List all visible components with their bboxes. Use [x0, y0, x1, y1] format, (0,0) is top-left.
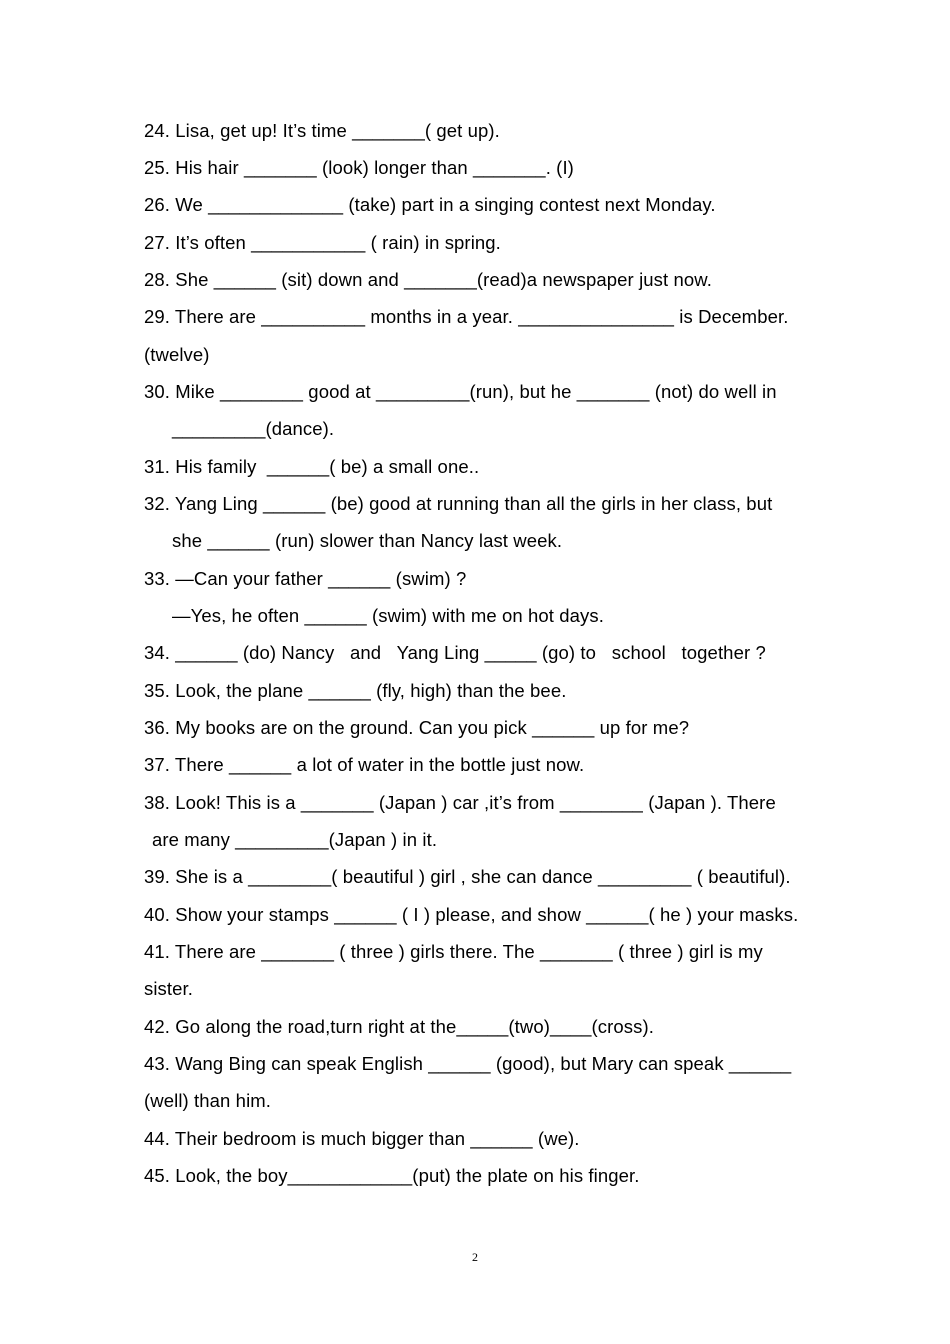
question-39: 39. She is a ________( beautiful ) girl , she can dance _________ ( beautiful).: [144, 866, 791, 887]
question-31: 31. His family ______( be) a small one..: [144, 456, 480, 477]
question-30-continued: _________(dance).: [172, 418, 335, 439]
question-25: 25. His hair _______ (look) longer than _______. (I): [144, 157, 574, 178]
question-29: 29. There are __________ months in a year. _______________ is December.: [144, 306, 789, 327]
question-24: 24. Lisa, get up! It’s time _______( get up).: [144, 120, 500, 141]
page-number: 2: [472, 1250, 478, 1264]
question-33-answer: —Yes, he often ______ (swim) with me on hot days.: [172, 605, 604, 626]
question-43: 43. Wang Bing can speak English ______ (good), but Mary can speak ______: [144, 1053, 792, 1074]
question-41: 41. There are _______ ( three ) girls there. The _______ ( three ) girl is my: [144, 941, 763, 962]
question-33: 33. —Can your father ______ (swim) ?: [144, 568, 467, 589]
question-38: 38. Look! This is a _______ (Japan ) car ,it’s from ________ (Japan ). There: [144, 792, 776, 813]
question-29-continued: (twelve): [144, 344, 210, 365]
question-41-continued: sister.: [144, 978, 194, 999]
question-45: 45. Look, the boy____________(put) the plate on his finger.: [144, 1165, 640, 1186]
question-40: 40. Show your stamps ______ ( I ) please, and show ______( he ) your masks.: [144, 904, 799, 925]
question-35: 35. Look, the plane ______ (fly, high) than the bee.: [144, 680, 567, 701]
question-26: 26. We _____________ (take) part in a singing contest next Monday.: [144, 194, 716, 215]
question-32: 32. Yang Ling ______ (be) good at running than all the girls in her class, but: [144, 493, 773, 514]
question-38-continued: are many _________(Japan ) in it.: [152, 829, 438, 850]
question-42: 42. Go along the road,turn right at the_____(two)____(cross).: [144, 1016, 655, 1037]
question-34: 34. ______ (do) Nancy and Yang Ling _____ (go) to school together ?: [144, 642, 766, 663]
question-44: 44. Their bedroom is much bigger than ______ (we).: [144, 1128, 580, 1149]
question-36: 36. My books are on the ground. Can you pick ______ up for me?: [144, 717, 690, 738]
question-30: 30. Mike ________ good at _________(run), but he _______ (not) do well in: [144, 381, 777, 402]
question-27: 27. It’s often ___________ ( rain) in spring.: [144, 232, 501, 253]
question-37: 37. There ______ a lot of water in the bottle just now.: [144, 754, 585, 775]
question-28: 28. She ______ (sit) down and _______(read)a newspaper just now.: [144, 269, 712, 290]
question-43-continued: (well) than him.: [144, 1090, 272, 1111]
question-32-continued: she ______ (run) slower than Nancy last week.: [172, 530, 563, 551]
